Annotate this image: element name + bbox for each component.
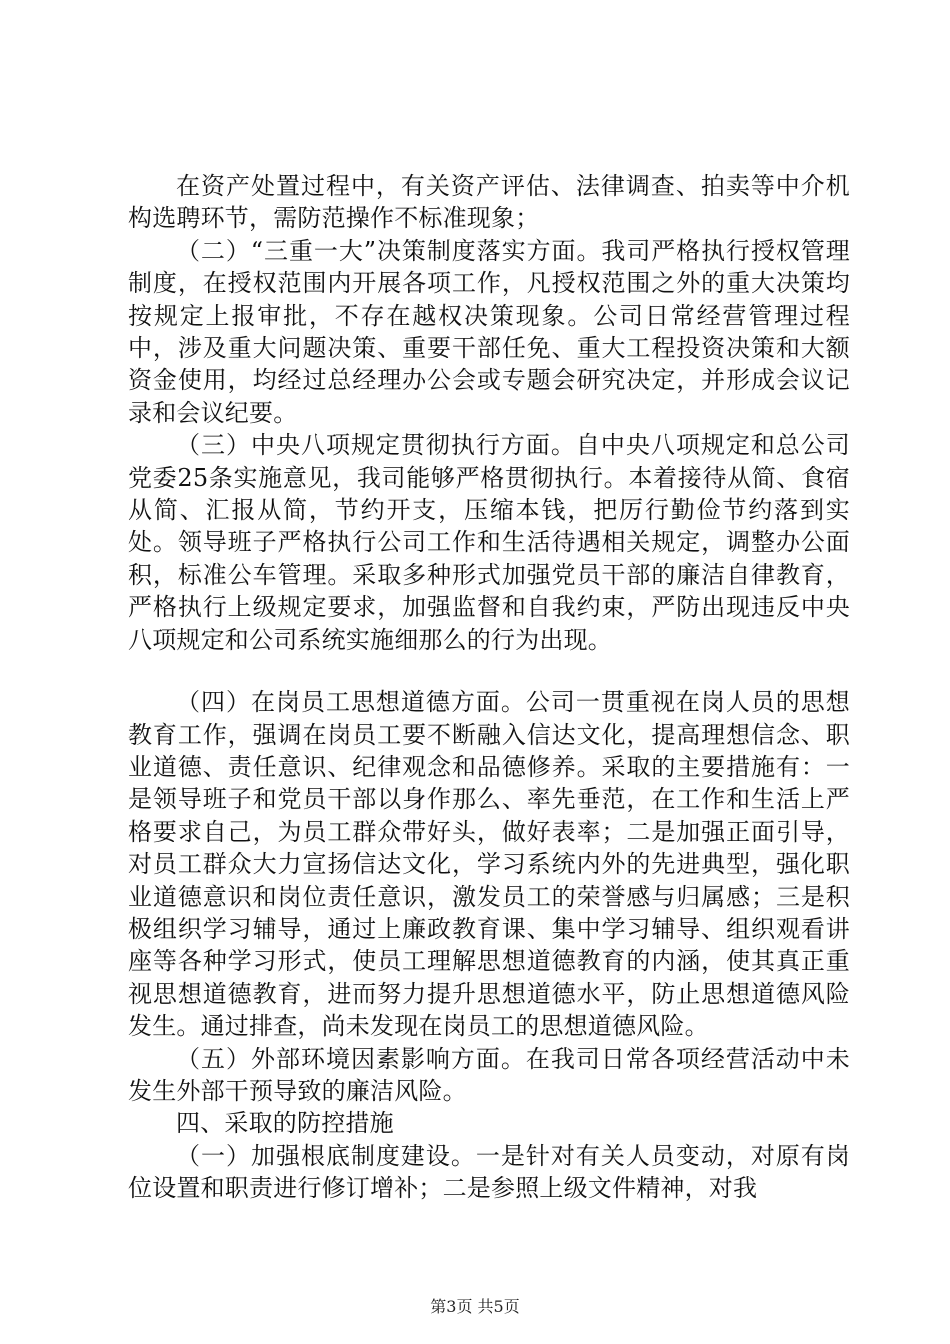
page-footer: 第3页 共5页 (430, 1297, 520, 1316)
document-body (128, 170, 850, 1205)
paragraph-eight-rules: （三）中央八项规定贯彻执行方面。自中央八项规定和总公司党委25条实施意见，我司能够严格贯彻执行。本着接待从简、食宿从简、汇报从简，节约开支，压缩本钱，把厉行勤俭节约落到实处。领导班子严格执行公司工作和生活待遇相关规定，调整办公面积，标准公车管理。采取多种形式加强党员干部的廉洁自律教育，严格执行上级规定要求，加强监督和自我约束，严防出现违反中央八项规定和公司系统实施细那么的行为出现。 (128, 431, 850, 654)
paragraph-decision-system: （二）“三重一大”决策制度落实方面。我司严格执行授权管理制度，在授权范围内开展各项工作，凡授权范围之外的重大决策均按规定上报审批，不存在越权决策现象。公司日常经营管理过程中，涉及重大问题决策、重要干部任免、重大工程投资决策和大额资金使用，均经过总经理办公会或专题会研究决定，并形成会议记录和会议纪要。 (128, 236, 850, 427)
paragraph-system-building: （一）加强根底制度建设。一是针对有关人员变动，对原有岗位设置和职责进行修订增补；二是参照上级文件精神，对我 (128, 1141, 850, 1203)
paragraph-employee-ethics: （四）在岗员工思想道德方面。公司一贯重视在岗人员的思想教育工作，强调在岗员工要不断融入信达文化，提高理想信念、职业道德、责任意识、纪律观念和品德修养。采取的主要措施有：一是领导班子和党员干部以身作那么、率先垂范，在工作和生活上严格要求自己，为员工群众带好头，做好表率；二是加强正面引导，对员工群众大力宣扬信达文化，学习系统内外的先进典型，强化职业道德意识和岗位责任意识，激发员工的荣誉感与归属感；三是积极组织学习辅导，通过上廉政教育课、集中学习辅导、组织观看讲座等各种学习形式，使员工理解思想道德教育的内涵，使其真正重视思想道德教育，进而努力提升思想道德水平，防止思想道德风险发生。通过排查，尚未发现在岗员工的思想道德风险。 (128, 688, 850, 1041)
paragraph-external-factors: （五）外部环境因素影响方面。在我司日常各项经营活动中未发生外部干预导致的廉洁风险。 (128, 1044, 850, 1105)
paragraph-asset-disposal: 在资产处置过程中，有关资产评估、法律调查、拍卖等中介机构选聘环节，需防范操作不标准现象； (128, 172, 850, 233)
section-heading-prevention-measures: 四、采取的防控措施 (176, 1109, 394, 1138)
